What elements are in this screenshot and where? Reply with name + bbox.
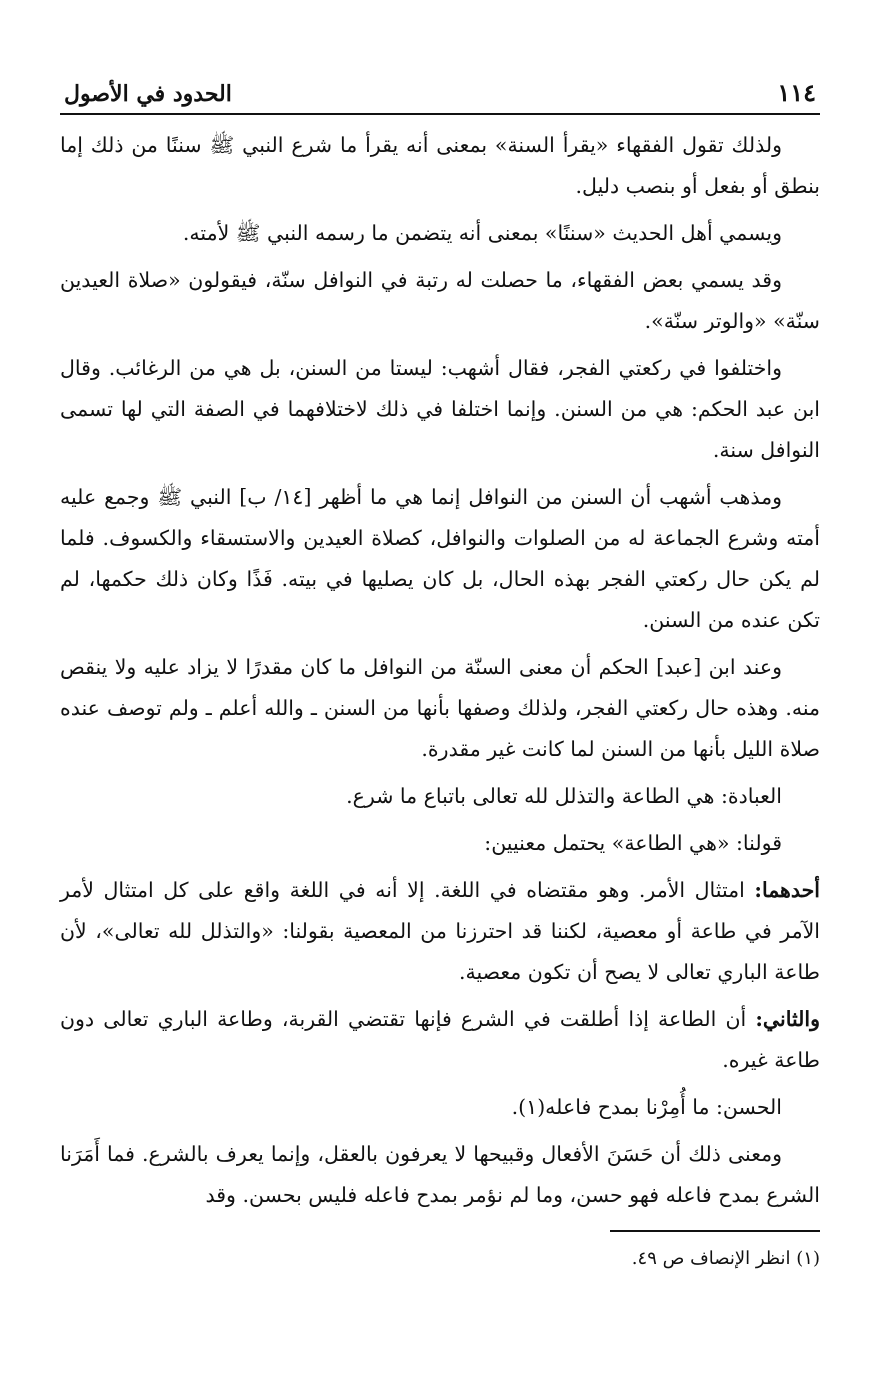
running-title: الحدود في الأصول <box>64 81 232 107</box>
paragraph: قولنا: «هي الطاعة» يحتمل معنيين: <box>484 831 782 855</box>
paragraph: وقد يسمي بعض الفقهاء، ما حصلت له رتبة في النوافل سنّة، فيقولون «صلاة العيدين سنّة» «والوتر سنّة». <box>60 268 820 333</box>
paragraph: ويسمي أهل الحديث «سننًا» بمعنى أنه يتضمن ما رسمه النبي ﷺ لأمته. <box>182 221 782 245</box>
footnote: (١) انظر الإنصاف ص ٤٩. <box>631 1248 820 1269</box>
paragraph: وعند ابن [عبد] الحكم أن معنى السنّة من النوافل ما كان مقدرًا لا يزاد عليه ولا ينقص منه. وهذه حال ركعتي الفجر، ولذلك وصفها بأنها من السنن ـ والله أعلم ـ ولم توصف عنده صلاة الليل بأنها من السنن لما كانت غير مقدرة. <box>60 655 820 761</box>
page-number: ١١٤ <box>777 78 816 107</box>
page-header <box>60 78 820 113</box>
paragraph: ومعنى ذلك أن حَسَنَ الأفعال وقبيحها لا يعرفون بالعقل، وإنما يعرف بالشرع. فما أَمَرَنا الشرع بمدح فاعله فهو حسن، وما لم نؤمر بمدح فاعله فليس بحسن. وقد <box>60 1142 820 1207</box>
book-page <box>60 78 820 1274</box>
definition-ibada: العبادة: هي الطاعة والتذلل لله تعالى باتباع ما شرع. <box>346 784 782 808</box>
paragraph: ومذهب أشهب أن السنن من النوافل إنما هي ما أظهر [١٤/ ب] النبي ﷺ وجمع عليه أمته وشرع الجماعة له من الصلوات والنوافل، كصلاة العيدين والاستسقاء والكسوف. فلما لم يكن حال ركعتي الفجر بهذه الحال، بل كان يصليها في بيته. فَذًا وكان ذلك حكمها، لم تكن عنده من السنن. <box>60 485 820 632</box>
paragraph: ولذلك تقول الفقهاء «يقرأ السنة» بمعنى أنه يقرأ ما شرع النبي ﷺ سننًا من ذلك إما بنطق أو بفعل أو بنصب دليل. <box>60 133 820 198</box>
definition-hasan: الحسن: ما أُمِرْنا بمدح فاعله(١). <box>511 1095 782 1119</box>
meaning-second: والثاني: أن الطاعة إذا أطلقت في الشرع فإنها تقتضي القربة، وطاعة الباري تعالى دون طاعة غيره. <box>60 1007 820 1072</box>
header-rule <box>60 113 820 115</box>
meaning-first: أحدهما: امتثال الأمر. وهو مقتضاه في اللغة. إلا أنه في اللغة واقع على كل امتثال لأمر الآمر في طاعة أو معصية، لكننا قد احترزنا من المعصية بقولنا: «والتذلل لله تعالى»، لأن طاعة الباري تعالى لا يصح أن تكون معصية. <box>60 878 820 984</box>
footnote-rule <box>610 1230 820 1232</box>
paragraph: واختلفوا في ركعتي الفجر، فقال أشهب: ليستا من السنن، بل هي من الرغائب. وقال ابن عبد الحكم: هي من السنن. وإنما اختلفا في ذلك لاختلافهما في الصفة التي لها تسمى النوافل سنة. <box>60 356 820 462</box>
